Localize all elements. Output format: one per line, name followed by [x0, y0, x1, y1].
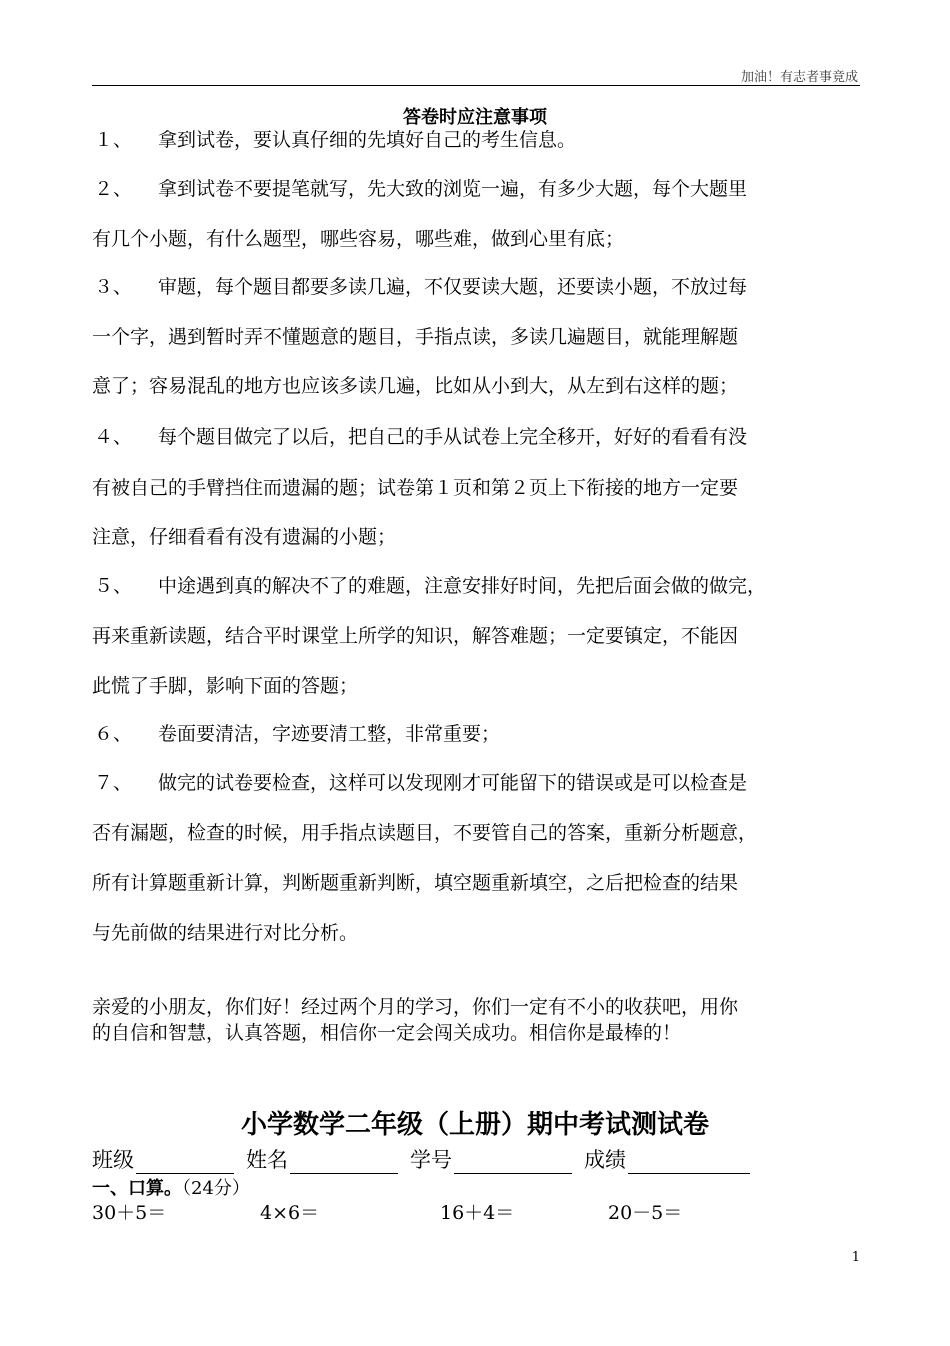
student-id-blank[interactable] [454, 1151, 572, 1174]
item-number: ７、 [94, 772, 133, 794]
item-text: 拿到试卷，要认真仔细的先填好自己的考生信息。 [158, 129, 577, 151]
item-number: ５、 [94, 575, 133, 597]
notice-item-4 [92, 424, 747, 450]
notice-item-5 [92, 573, 766, 599]
notice-item-4-cont: 有被自己的手臂挡住而遗漏的题；试卷第１页和第２页上下衔接的地方一定要 [92, 477, 739, 499]
notice-item-2-cont: 有几个小题，有什么题型，哪些容易，哪些难，做到心里有底； [92, 228, 625, 250]
page-number: 1 [851, 1250, 860, 1265]
calc-question: 20－5＝ [608, 1202, 683, 1224]
notice-item-5-cont: 此慌了手脚，影响下面的答题； [92, 675, 359, 697]
section-1-points: （24分） [182, 1178, 250, 1199]
item-text: 拿到试卷不要提笔就写，先大致的浏览一遍，有多少大题，每个大题里 [158, 178, 748, 200]
item-text: 中途遇到真的解决不了的难题，注意安排好时间，先把后面会做的做完， [158, 575, 767, 597]
calc-question: 16＋4＝ [440, 1202, 515, 1224]
class-label: 班级 [92, 1148, 134, 1172]
greeting-line-2: 的自信和智慧，认真答题，相信你一定会闯关成功。相信你是最棒的！ [92, 1022, 682, 1044]
name-field[interactable] [246, 1144, 398, 1174]
name-blank[interactable] [290, 1151, 398, 1174]
header-slogan: 加油！有志者事竟成 [740, 70, 858, 85]
class-field[interactable] [92, 1144, 234, 1174]
calc-question: 30＋5＝ [92, 1202, 167, 1224]
notice-item-5-cont: 再来重新读题，结合平时课堂上所学的知识，解答难题；一定要镇定，不能因 [92, 625, 739, 647]
notice-item-3-cont: 一个字，遇到暂时弄不懂题意的题目，手指点读，多读几遍题目，就能理解题 [92, 326, 739, 348]
item-text: 每个题目做完了以后，把自己的手从试卷上完全移开，好好的看看有没 [158, 426, 748, 448]
section-1-title: 一、口算。 [92, 1178, 182, 1199]
notice-item-3 [92, 274, 747, 300]
notice-item-7-cont: 否有漏题，检查的时候，用手指点读题目，不要管自己的答案，重新分析题意， [92, 822, 758, 844]
greeting-line-1: 亲爱的小朋友，你们好！经过两个月的学习，你们一定有不小的收获吧，用你 [92, 996, 739, 1018]
item-text: 卷面要清洁，字迹要清工整，非常重要； [158, 723, 501, 745]
notice-item-4-cont: 注意，仔细看看有没有遗漏的小题； [92, 526, 397, 548]
item-number: ２、 [94, 178, 133, 200]
item-number: ４、 [94, 426, 133, 448]
student-id-label: 学号 [410, 1148, 452, 1172]
item-text: 做完的试卷要检查，这样可以发现刚才可能留下的错误或是可以检查是 [158, 772, 748, 794]
student-id-field[interactable] [410, 1144, 572, 1174]
header-rule [92, 85, 860, 86]
notice-item-3-cont: 意了；容易混乱的地方也应该多读几遍，比如从小到大，从左到右这样的题； [92, 375, 739, 397]
section-1-heading [92, 1174, 250, 1200]
notice-item-7-cont: 与先前做的结果进行对比分析。 [92, 922, 359, 944]
notice-item-7 [92, 770, 747, 796]
name-label: 姓名 [246, 1148, 288, 1172]
item-number: １、 [94, 129, 133, 151]
score-label: 成绩 [584, 1148, 626, 1172]
notice-item-6 [92, 721, 500, 747]
notice-item-7-cont: 所有计算题重新计算，判断题重新判断，填空题重新填空，之后把检查的结果 [92, 872, 739, 894]
calc-row [92, 1198, 792, 1224]
exam-title: 小学数学二年级（上册）期中考试测试卷 [240, 1110, 709, 1140]
class-blank[interactable] [136, 1151, 234, 1174]
score-blank[interactable] [628, 1151, 750, 1174]
notice-item-1 [92, 127, 576, 153]
calc-question: 4×6＝ [260, 1202, 320, 1224]
score-field[interactable] [584, 1144, 750, 1174]
notice-item-2 [92, 176, 747, 202]
notice-title: 答卷时应注意事项 [403, 107, 547, 128]
student-info-row [92, 1144, 762, 1174]
item-number: ３、 [94, 276, 133, 298]
item-text: 审题，每个题目都要多读几遍，不仅要读大题，还要读小题，不放过每 [158, 276, 748, 298]
item-number: ６、 [94, 723, 133, 745]
